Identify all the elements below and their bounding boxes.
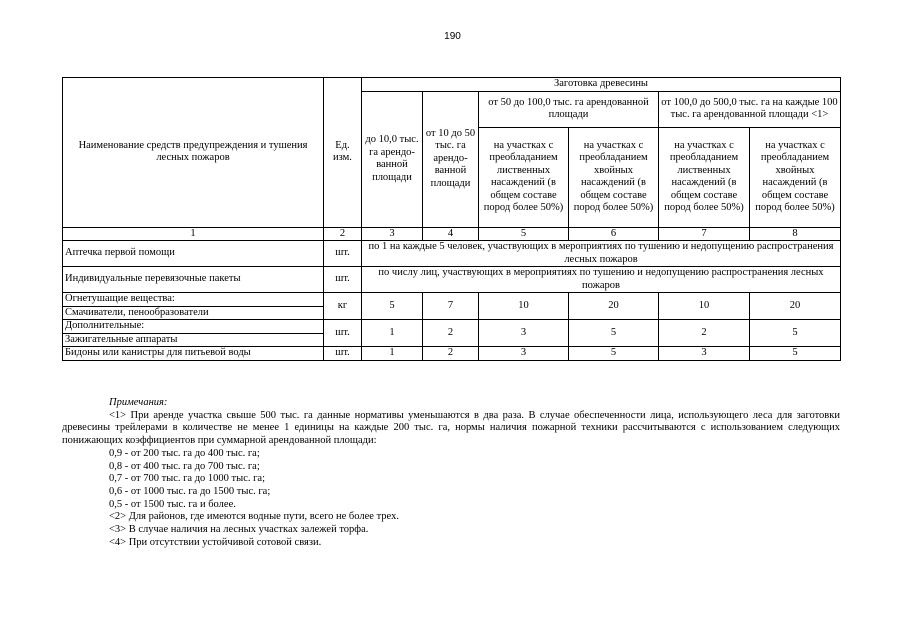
column-number: 6: [569, 227, 659, 241]
column-number: 4: [423, 227, 479, 241]
row-value: 1: [362, 320, 423, 347]
table-row: [63, 267, 841, 293]
row-unit: шт.: [324, 320, 362, 347]
row-value: 5: [750, 320, 841, 347]
page-number: 190: [444, 31, 461, 42]
row-name: Аптечка первой помощи: [63, 241, 324, 267]
header-100-500-deciduous: на участках с преобладанием лиственных насаждений (в общем составе пород более 50%): [659, 127, 750, 227]
row-value: 10: [659, 293, 750, 320]
header-upto-10: до 10,0 тыс. га арендо-ванной площади: [362, 91, 423, 227]
notes-section: [62, 397, 840, 549]
row-value: 5: [569, 347, 659, 361]
column-number: 7: [659, 227, 750, 241]
row-unit: шт.: [324, 241, 362, 267]
header-100-to-500: от 100,0 до 500,0 тыс. га на каждые 100 тыс. га арендованной площади <1>: [659, 91, 841, 127]
table-row: [63, 293, 841, 307]
note-4: <4> При отсутствии устойчивой сотовой связи.: [109, 536, 322, 548]
row-value: 3: [479, 320, 569, 347]
coefficient-item: 0,6 - от 1000 тыс. га до 1500 тыс. га;: [109, 485, 271, 497]
column-number: 8: [750, 227, 841, 241]
coefficient-item: 0,9 - от 200 тыс. га до 400 тыс. га;: [109, 447, 260, 459]
table-row: [63, 347, 841, 361]
row-unit: шт.: [324, 347, 362, 361]
header-50-to-100: от 50 до 100,0 тыс. га арендованной площади: [479, 91, 659, 127]
row-name: Зажигательные аппараты: [63, 333, 324, 347]
row-value: 2: [423, 347, 479, 361]
column-number: 1: [63, 227, 324, 241]
row-value: 3: [479, 347, 569, 361]
note-1: <1> При аренде участка свыше 500 тыс. га данные нормативы уменьшаются в два раза. В случае обеспеченности лица, использующего леса для заготовки древесины трейлерами в количестве не менее 1 единицы на каждые 200 тыс. га, нормы наличия пожарной техники рассчитываются с использованием следующих понижающих коэффициентов при суммарной арендованной площади:: [62, 409, 840, 447]
notes-heading: Примечания:: [109, 397, 168, 408]
row-spanned-norm: по числу лиц, участвующих в мероприятиях по тушению и недопущению распространения лесных пожаров: [362, 267, 841, 293]
table-row: [63, 241, 841, 267]
row-name: Индивидуальные перевязочные пакеты: [63, 267, 324, 293]
row-name: Смачиватели, пенообразователи: [63, 306, 324, 320]
header-50-100-conifer: на участках с преобладанием хвойных насаждений (в общем составе пород более 50%): [569, 127, 659, 227]
note-3: <3> В случае наличия на лесных участках залежей торфа.: [109, 524, 369, 536]
coefficient-item: 0,8 - от 400 тыс. га до 700 тыс. га;: [109, 460, 260, 472]
coefficient-item: 0,5 - от 1500 тыс. га и более.: [109, 498, 236, 510]
row-value: 5: [362, 293, 423, 320]
column-number: 5: [479, 227, 569, 241]
table-row: [63, 320, 841, 334]
header-unit: Ед. изм.: [324, 78, 362, 228]
row-name: Бидоны или канистры для питьевой воды: [63, 347, 324, 361]
header-100-500-conifer: на участках с преобладанием хвойных насаждений (в общем составе пород более 50%): [750, 127, 841, 227]
header-name: Наименование средств предупреждения и тушения лесных пожаров: [63, 78, 324, 228]
row-value: 10: [479, 293, 569, 320]
row-value: 5: [569, 320, 659, 347]
column-number: 3: [362, 227, 423, 241]
row-value: 7: [423, 293, 479, 320]
row-value: 2: [659, 320, 750, 347]
row-spanned-norm: по 1 на каждые 5 человек, участвующих в мероприятиях по тушению и недопущению распространения лесных пожаров: [362, 241, 841, 267]
coefficient-item: 0,7 - от 700 тыс. га до 1000 тыс. га;: [109, 473, 265, 485]
row-name: Дополнительные:: [63, 320, 324, 334]
column-number: 2: [324, 227, 362, 241]
row-unit: кг: [324, 293, 362, 320]
header-timber-harvesting: Заготовка древесины: [362, 78, 841, 92]
header-50-100-deciduous: на участках с преобладанием лиственных насаждений (в общем составе пород более 50%): [479, 127, 569, 227]
note-2: <2> Для районов, где имеются водные пути, всего не более трех.: [109, 511, 399, 523]
row-value: 2: [423, 320, 479, 347]
row-name: Огнетушащие вещества:: [63, 293, 324, 307]
row-value: 3: [659, 347, 750, 361]
fire-equipment-norms-table: [62, 77, 841, 361]
row-value: 1: [362, 347, 423, 361]
row-unit: шт.: [324, 267, 362, 293]
header-10-to-50: от 10 до 50 тыс. га арендо-ванной площади: [423, 91, 479, 227]
row-value: 20: [750, 293, 841, 320]
row-value: 5: [750, 347, 841, 361]
row-value: 20: [569, 293, 659, 320]
